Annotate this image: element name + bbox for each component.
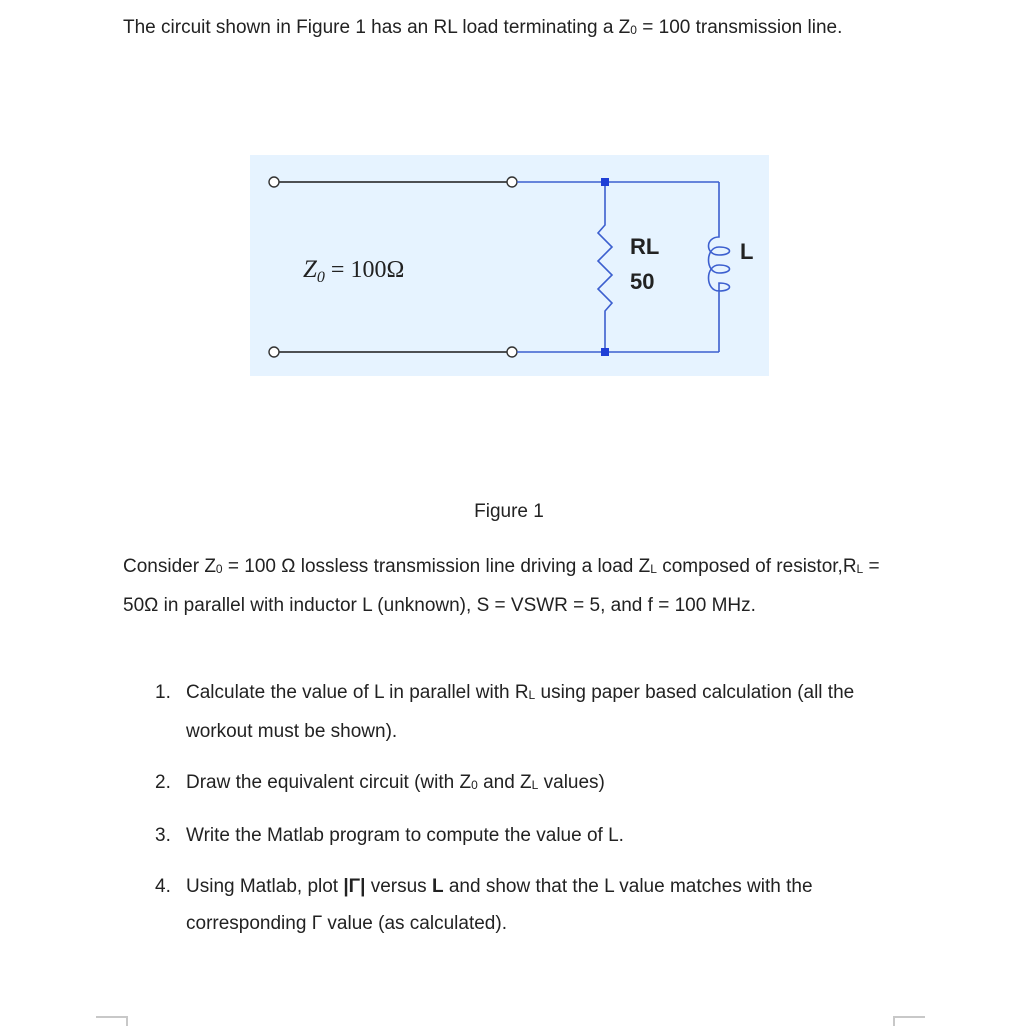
rl-subscript: L	[528, 688, 536, 702]
consider-text-4: = 50Ω in parallel with inductor L (unknown), S = VSWR = 5, and f = 100 MHz.	[123, 556, 880, 616]
terminal-top-right	[507, 177, 517, 187]
question-item-2	[155, 764, 885, 803]
question-text: values)	[538, 772, 605, 793]
consider-text-1: Consider Z	[123, 556, 216, 577]
question-text: versus	[365, 876, 432, 897]
question-item-1	[155, 674, 885, 750]
question-text: and show that the L value matches with the corresponding Γ value (as calculated).	[186, 876, 813, 934]
rl-subscript: L	[856, 562, 864, 576]
intro-text: The circuit shown in Figure 1 has an RL load terminating a Z	[123, 17, 631, 38]
terminal-top-left	[269, 177, 279, 187]
consider-paragraph	[123, 548, 893, 624]
question-number: 4.	[155, 876, 171, 897]
question-number: 2.	[155, 772, 171, 793]
terminal-bottom-right	[507, 347, 517, 357]
question-text: and Z	[477, 772, 532, 793]
terminal-bottom-left	[269, 347, 279, 357]
z0-subscript: 0	[471, 778, 478, 792]
intro-paragraph	[123, 9, 883, 48]
node-top	[601, 178, 609, 186]
question-number: 3.	[155, 825, 171, 846]
z0-subscript: 0	[215, 562, 223, 576]
zl-subscript: L	[531, 778, 539, 792]
node-bottom	[601, 348, 609, 356]
inductor-label: L	[740, 239, 754, 264]
figure-caption: Figure 1	[474, 501, 544, 522]
question-text: Using Matlab, plot	[186, 876, 344, 897]
question-text: Draw the equivalent circuit (with Z	[186, 772, 472, 793]
page-corner-left	[96, 1016, 128, 1026]
intro-text-end: = 100 transmission line.	[636, 17, 843, 38]
circuit-figure	[250, 155, 769, 376]
zl-subscript: L	[650, 562, 657, 576]
consider-text-3: composed of resistor,R	[656, 556, 857, 577]
rl-label: RL	[630, 234, 660, 259]
gamma-magnitude: |Γ|	[343, 876, 366, 897]
z0-subscript: 0	[630, 23, 637, 37]
question-item-3	[155, 817, 885, 854]
rl-value: 50	[630, 269, 655, 294]
z0-label: $Z_0 = 100\Omega$	[303, 256, 405, 286]
question-text: Write the Matlab program to compute the value of L.	[186, 825, 624, 846]
consider-text-2: = 100 Ω lossless transmission line driving a load Z	[222, 556, 651, 577]
question-list	[155, 674, 885, 956]
page-corner-right	[893, 1016, 925, 1026]
question-number: 1.	[155, 682, 171, 703]
question-item-4	[155, 868, 885, 942]
question-text: Calculate the value of L in parallel with R	[186, 682, 529, 703]
question-text: using paper based calculation (all the workout must be shown).	[186, 682, 855, 742]
inductance-symbol: L	[431, 876, 444, 897]
